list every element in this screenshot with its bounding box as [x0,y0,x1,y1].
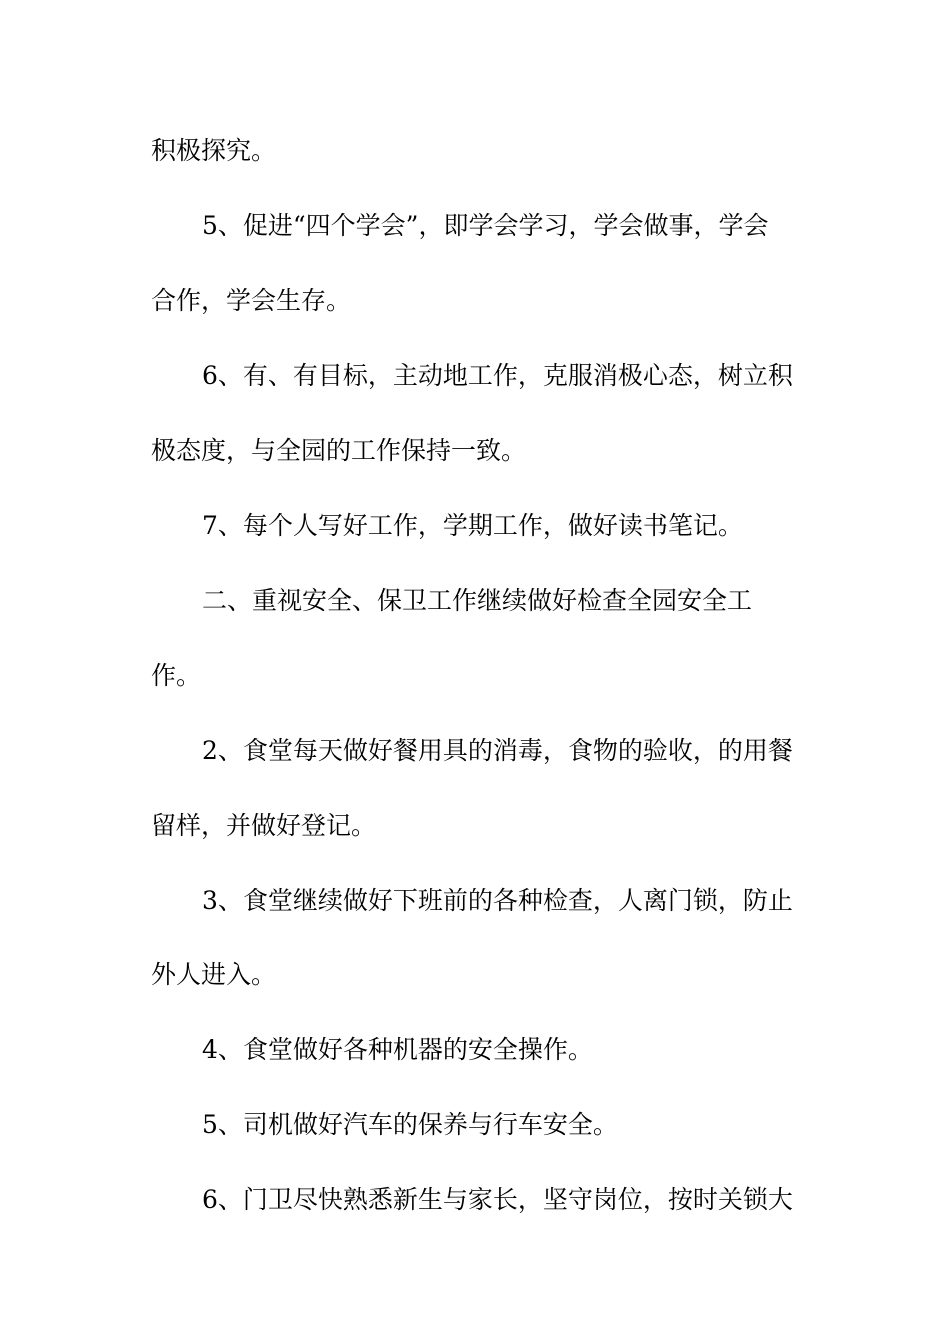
text-line: 5、促进“四个学会”，即学会学习，学会做事，学会 [202,211,769,240]
text-line: 积极探究。 [151,136,277,165]
text-line: 2、食堂每天做好餐用具的消毒，食物的验收，的用餐 [202,736,793,765]
text-line: 6、门卫尽快熟悉新生与家长，坚守岗位，按时关锁大 [202,1185,793,1214]
text-line: 5、司机做好汽车的保养与行车安全。 [202,1110,618,1139]
text-line: 二、重视安全、保卫工作继续做好检查全园安全工 [202,586,753,615]
text-line: 留样，并做好登记。 [151,811,377,840]
text-line: 合作，学会生存。 [151,286,352,315]
text-line: 极态度，与全园的工作保持一致。 [151,436,527,465]
text-line: 作。 [151,661,202,690]
text-line: 7、每个人写好工作，学期工作，做好读书笔记。 [202,511,743,540]
text-line: 6、有、有目标，主动地工作，克服消极心态，树立积 [202,361,793,390]
text-line: 外人进入。 [151,960,277,989]
text-line: 3、食堂继续做好下班前的各种检查，人离门锁，防止 [202,886,793,915]
text-line: 4、食堂做好各种机器的安全操作。 [202,1035,593,1064]
